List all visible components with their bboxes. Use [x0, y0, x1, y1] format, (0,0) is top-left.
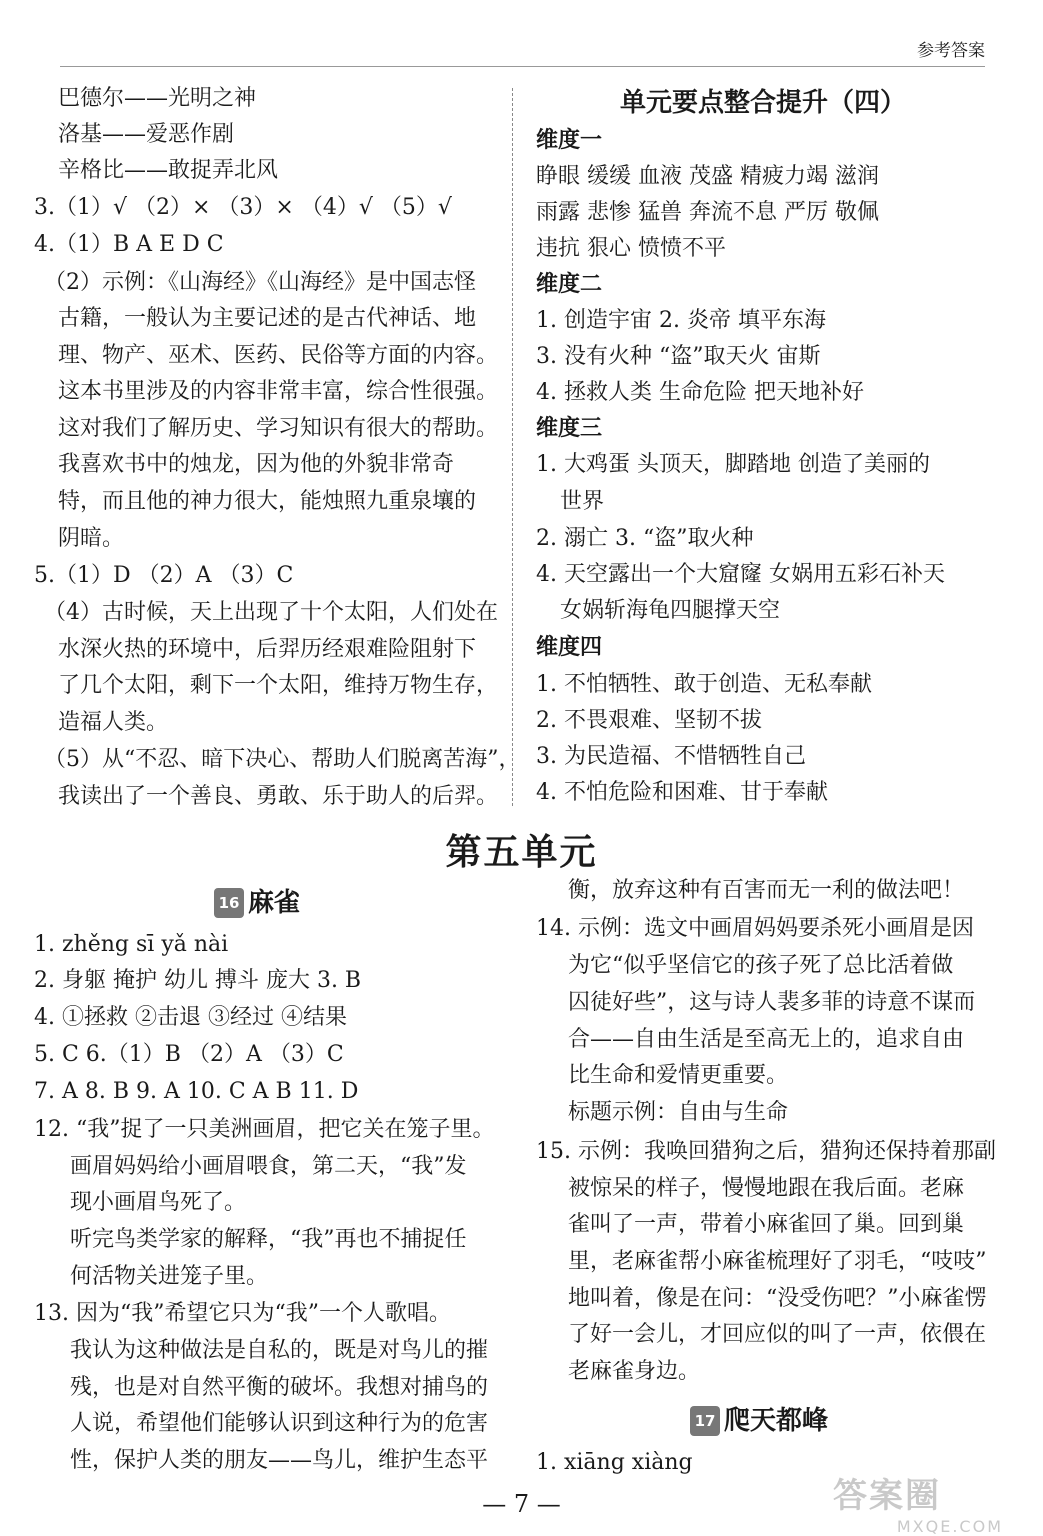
text-line: 4. 天空露出一个大窟窿 女娲用五彩石补天	[536, 562, 945, 587]
text-line: 听完鸟类学家的解释，“我”再也不捕捉任	[70, 1227, 467, 1252]
text-line: 比生命和爱情更重要。	[568, 1063, 789, 1088]
text-line: 2. 溺亡 3. “盗”取火种	[536, 526, 754, 551]
text-line: 4. 拯救人类 生命危险 把天地补好	[536, 380, 864, 405]
lesson-title-text: 爬天都峰	[724, 1406, 829, 1436]
text-line: 囚徒好些”，这与诗人裴多菲的诗意不谋而	[568, 990, 976, 1015]
text-line: 1. 创造宇宙 2. 炎帝 填平东海	[536, 308, 826, 333]
text-line: 3. 没有火种 “盗”取天火 宙斯	[536, 344, 821, 369]
text-line: 3.（1）√ （2）× （3）× （4）√ （5）√	[34, 195, 452, 220]
watermark-main: 答案圈	[833, 1476, 941, 1516]
text-line: 现小画眉鸟死了。	[70, 1190, 247, 1215]
text-line: 合——自由生活是至高无上的，追求自由	[568, 1027, 965, 1052]
text-line: 水深火热的环境中，后羿历经艰难险阻射下	[58, 637, 477, 662]
section-title: 单元要点整合提升（四）	[620, 88, 907, 118]
unit-title: 第五单元	[445, 832, 598, 873]
text-line: 5. C 6.（1）B （2）A （3）C	[34, 1042, 344, 1067]
text-line: 了好一会儿，才回应似的叫了一声，依偎在	[568, 1322, 987, 1347]
text-line: 4.（1）B A E D C	[34, 232, 224, 257]
text-line: 残，也是对自然平衡的破坏。我想对捕鸟的	[70, 1375, 489, 1400]
text-line: 2. 身躯 掩护 幼儿 搏斗 庞大 3. B	[34, 968, 362, 993]
text-line: 睁眼 缓缓 血液 茂盛 精疲力竭 滋润	[536, 164, 879, 189]
dimension-heading: 维度二	[536, 272, 603, 297]
text-line: 巴德尔——光明之神	[58, 86, 257, 111]
text-line: 14. 示例：选文中画眉妈妈要杀死小画眉是因	[536, 916, 974, 941]
text-line: 洛基——爱恶作剧	[58, 122, 235, 147]
text-line: 理、物产、巫术、医药、民俗等方面的内容。	[58, 343, 499, 368]
text-line: 造福人类。	[58, 710, 169, 735]
text-line: 我喜欢书中的烛龙，因为他的外貌非常奇	[58, 452, 455, 477]
lesson-title	[690, 1400, 828, 1437]
text-line: 5.（1）D （2）A （3）C	[34, 563, 294, 588]
dimension-heading: 维度一	[536, 128, 603, 153]
text-line: 违抗 狠心 愤愤不平	[536, 236, 726, 261]
text-line: 标题示例：自由与生命	[568, 1100, 789, 1125]
text-line: 12. “我”捉了一只美洲画眉，把它关在笼子里。	[34, 1117, 495, 1142]
watermark-sub: MXQE.COM	[896, 1517, 1003, 1536]
header-rule	[60, 66, 985, 67]
text-line: 15. 示例：我唤回猎狗之后，猎狗还保持着那副	[536, 1139, 996, 1164]
text-line: 为它“似乎坚信它的孩子死了总比活着做	[568, 953, 954, 978]
text-line: 1. zhěng sī yǎ nài	[34, 932, 229, 957]
text-line: 老麻雀身边。	[568, 1359, 701, 1384]
dimension-heading: 维度四	[536, 635, 603, 660]
page-number: — 7 —	[482, 1490, 561, 1518]
text-line: 4. ①拯救 ②击退 ③经过 ④结果	[34, 1005, 347, 1030]
text-line: 衡，放弃这种有百害而无一利的做法吧！	[568, 878, 965, 903]
text-line: 4. 不怕危险和困难、甘于奉献	[536, 780, 828, 805]
text-line: （5）从“不忍、暗下决心、帮助人们脱离苦海”，	[44, 747, 521, 772]
text-line: 古籍，一般认为主要记述的是古代神话、地	[58, 306, 477, 331]
text-line: 被惊呆的样子，慢慢地跟在我后面。老麻	[568, 1176, 965, 1201]
text-line: 这本书里涉及的内容非常丰富，综合性很强。	[58, 379, 499, 404]
text-line: 辛格比——敢捉弄北风	[58, 158, 279, 183]
text-line: 1. 不怕牺牲、敢于创造、无私奉献	[536, 672, 872, 697]
watermark-logo	[833, 1468, 1003, 1536]
text-line: 13. 因为“我”希望它只为“我”一个人歌唱。	[34, 1301, 451, 1326]
text-line: 何活物关进笼子里。	[70, 1264, 269, 1289]
lesson-number-badge: 16	[214, 888, 244, 918]
text-line: 1. 大鸡蛋 头顶天，脚踏地 创造了美丽的	[536, 452, 930, 477]
lesson-title-text: 麻雀	[248, 888, 301, 918]
text-line: 里，老麻雀帮小麻雀梳理好了羽毛，“吱吱”	[568, 1249, 987, 1274]
text-line: 女娲斩海龟四腿撑天空	[560, 598, 781, 623]
text-line: 画眉妈妈给小画眉喂食，第二天，“我”发	[70, 1154, 467, 1179]
text-line: 我认为这种做法是自私的，既是对鸟儿的摧	[70, 1338, 489, 1363]
text-line: 地叫着，像是在问：“没受伤吧？”小麻雀愣	[568, 1286, 987, 1311]
text-line: 雨露 悲惨 猛兽 奔流不息 严厉 敬佩	[536, 200, 879, 225]
dimension-heading: 维度三	[536, 416, 603, 441]
text-line: 阴暗。	[58, 526, 125, 551]
text-line: 雀叫了一声，带着小麻雀回了巢。回到巢	[568, 1212, 965, 1237]
text-line: 性，保护人类的朋友——鸟儿，维护生态平	[70, 1448, 489, 1473]
corner-label: 参考答案	[917, 41, 985, 61]
text-line: （2）示例：《山海经》《山海经》是中国志怪	[44, 270, 476, 295]
text-line: 3. 为民造福、不惜牺牲自己	[536, 744, 806, 769]
text-line: 世界	[560, 489, 605, 514]
text-line: 2. 不畏艰难、坚韧不拔	[536, 708, 762, 733]
text-line: 人说，希望他们能够认识到这种行为的危害	[70, 1411, 489, 1436]
lesson-number-badge: 17	[690, 1406, 720, 1436]
text-line: 了几个太阳，剩下一个太阳，维持万物生存，	[58, 673, 499, 698]
text-line: 7. A 8. B 9. A 10. C A B 11. D	[34, 1079, 359, 1104]
text-line: 特，而且他的神力很大，能烛照九重泉壤的	[58, 489, 477, 514]
column-divider	[512, 88, 513, 806]
text-line: 这对我们了解历史、学习知识有很大的帮助。	[58, 416, 499, 441]
lesson-title	[214, 882, 300, 919]
text-line: 我读出了一个善良、勇敢、乐于助人的后羿。	[58, 784, 499, 809]
text-line: （4）古时候，天上出现了十个太阳，人们处在	[44, 600, 498, 625]
text-line: 1. xiāng xiàng	[536, 1450, 693, 1475]
